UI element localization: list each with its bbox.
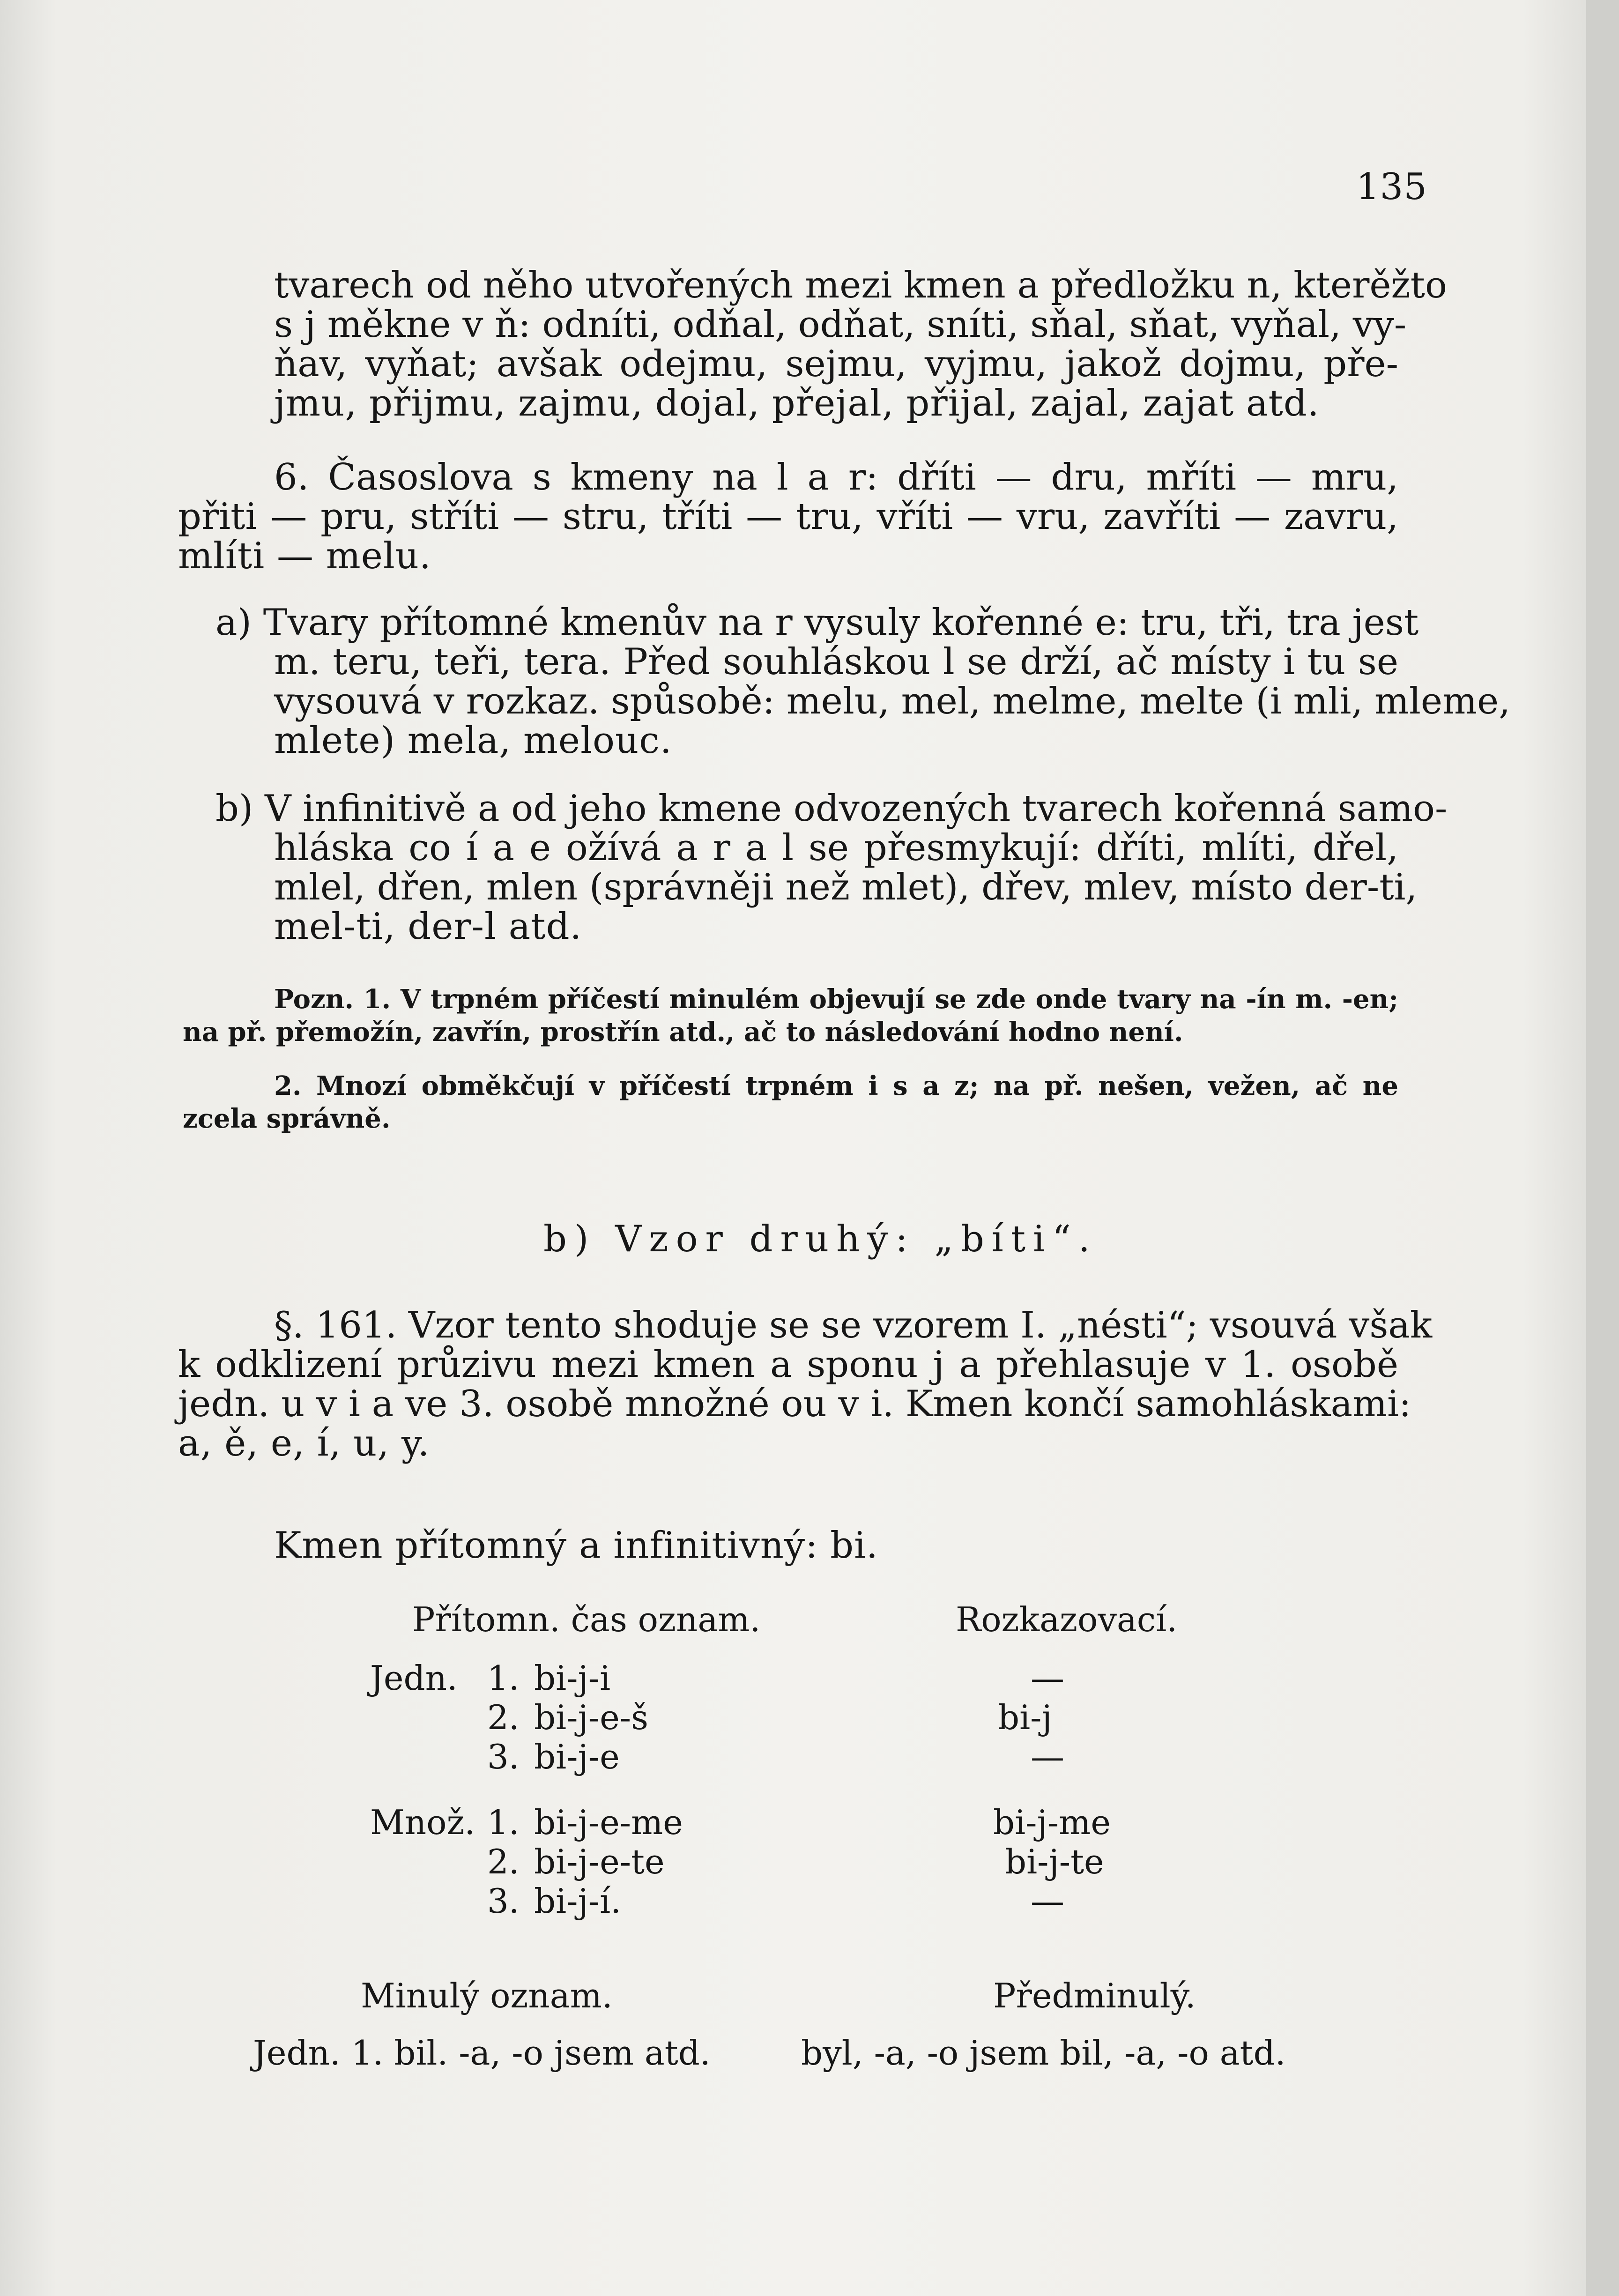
para4-line2: hláska co í a e ožívá a r a l se přesmykují: dříti, mlíti, dřel,	[274, 827, 1398, 869]
para3-line4: mlete) mela, melouc.	[274, 720, 672, 762]
table-header-present: Přítomn. čas oznam.	[412, 1600, 761, 1639]
page-edge	[1586, 0, 1619, 2296]
table-form: bi-j-e-me	[534, 1803, 683, 1842]
para2-line1: 6. Časoslova s kmeny na l a r: dříti — dru, mříti — mru,	[274, 456, 1398, 498]
para4-line4: mel-ti, der-l atd.	[274, 906, 582, 948]
para5-line2: k odklizení průzivu mezi kmen a sponu j a přehlasuje v 1. osobě	[178, 1344, 1398, 1386]
para5-line1: §. 161. Vzor tento shoduje se se vzorem I. „nésti“; vsouvá však	[274, 1304, 1433, 1346]
stem-line: Kmen přítomný a infinitivný: bi.	[274, 1524, 878, 1567]
para4-line3: mlel, dřen, mlen (správněji než mlet), dřev, mlev, místo der-ti,	[274, 866, 1418, 908]
past-header: Minulý oznam.	[361, 1976, 613, 2015]
note2-line1: 2. Mnozí obměkčují v příčestí trpném i s a z; na př. nešen, vežen, ač ne	[274, 1070, 1398, 1101]
para1-line3: ňav, vyňat; avšak odejmu, sejmu, vyjmu, jakož dojmu, pře-	[274, 343, 1398, 385]
table-imperative: bi-j	[998, 1698, 1052, 1737]
para1-line1: tvarech od něho utvořených mezi kmen a předložku n, kterěžto	[274, 264, 1447, 306]
para4-line1: b) V infinitivě a od jeho kmene odvozených tvarech kořenná samo-	[215, 788, 1448, 830]
table-form: bi-j-í.	[534, 1881, 622, 1921]
table-form: bi-j-e-š	[534, 1698, 648, 1737]
table-num: 1.	[487, 1803, 520, 1842]
table-group: Množ.	[370, 1803, 475, 1842]
past-line-right: byl, -a, -o jsem bil, -a, -o atd.	[801, 2033, 1286, 2073]
para3-line2: m. teru, teři, tera. Před souhláskou l se drží, ač místy i tu se	[274, 641, 1398, 683]
table-group: Jedn.	[370, 1658, 458, 1698]
table-num: 1.	[487, 1658, 520, 1698]
para2-line2: přiti — pru, stříti — stru, tříti — tru, vříti — vru, zavříti — zavru,	[178, 496, 1398, 538]
table-imperative: —	[1031, 1658, 1064, 1698]
para5-line4: a, ě, e, í, u, y.	[178, 1422, 430, 1464]
note1-line2: na př. přemožín, zavřín, prostřín atd., ač to následování hodno není.	[183, 1017, 1183, 1048]
table-imperative: —	[1031, 1881, 1064, 1921]
table-num: 3.	[487, 1737, 520, 1776]
table-imperative: bi-j-te	[1005, 1842, 1104, 1881]
past-line-left: Jedn. 1. bil. -a, -o jsem atd.	[253, 2033, 711, 2073]
note1-line1: Pozn. 1. V trpném příčestí minulém objevují se zde onde tvary na -ín m. -en;	[274, 984, 1398, 1015]
table-imperative: —	[1031, 1737, 1064, 1776]
table-form: bi-j-i	[534, 1658, 611, 1698]
table-imperative: bi-j-me	[993, 1803, 1111, 1842]
para1-line2: s j měkne v ň: odníti, odňal, odňat, sníti, sňal, sňat, vyňal, vy-	[274, 304, 1407, 346]
table-form: bi-j-e-te	[534, 1842, 665, 1881]
page-number: 135	[1356, 166, 1427, 208]
para3-line1: a) Tvary přítomné kmenův na r vysuly kořenné e: tru, tři, tra jest	[215, 602, 1419, 644]
table-form: bi-j-e	[534, 1737, 620, 1776]
table-num: 2.	[487, 1698, 520, 1737]
pluperfect-header: Předminulý.	[993, 1976, 1196, 2015]
table-num: 3.	[487, 1881, 520, 1921]
para1-line4: jmu, přijmu, zajmu, dojal, přejal, přijal, zajal, zajat atd.	[274, 382, 1320, 424]
para2-line3: mlíti — melu.	[178, 535, 431, 577]
table-num: 2.	[487, 1842, 520, 1881]
para3-line3: vysouvá v rozkaz. spůsobě: melu, mel, melme, melte (i mli, mleme,	[274, 680, 1511, 722]
note2-line2: zcela správně.	[183, 1103, 391, 1134]
para5-line3: jedn. u v i a ve 3. osobě množné ou v i. Kmen končí samohláskami:	[178, 1383, 1411, 1425]
section-heading: b) Vzor druhý: „bíti“.	[543, 1218, 1098, 1260]
table-header-imperative: Rozkazovací.	[956, 1600, 1178, 1639]
